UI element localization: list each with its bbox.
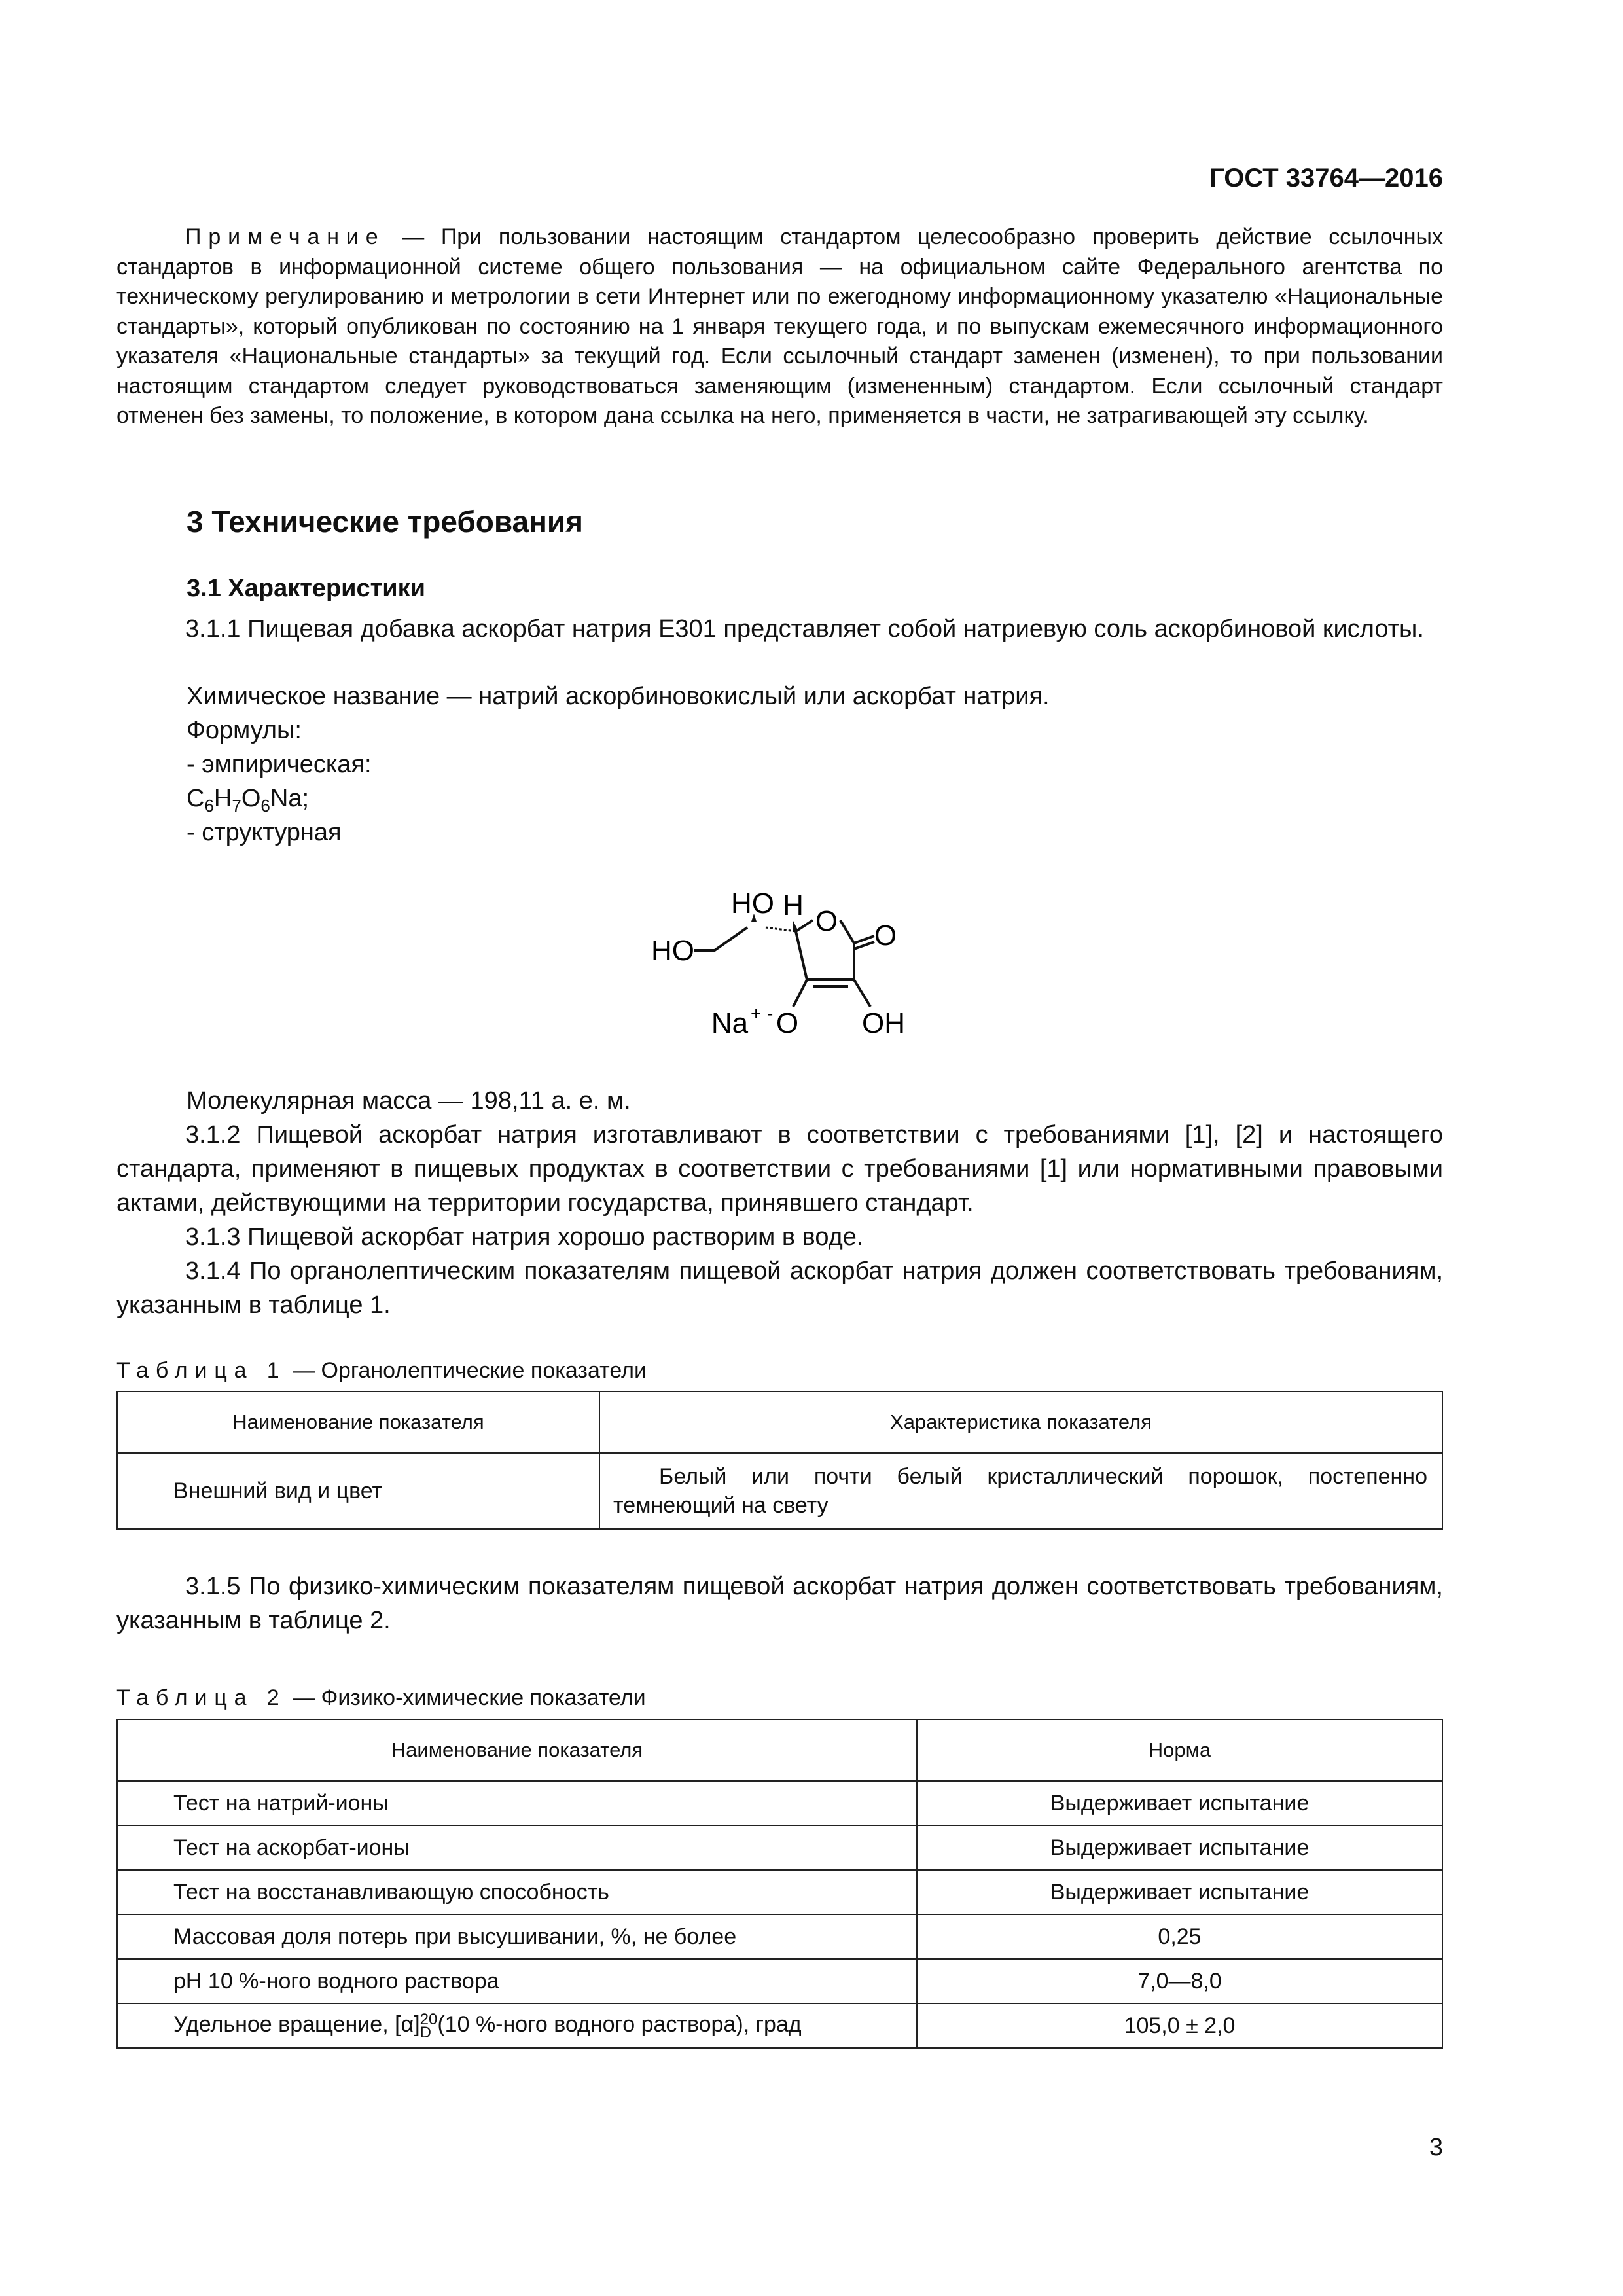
ho-left-label: HO <box>651 935 694 967</box>
chemical-name: Химическое название — натрий аскорбиновокислый или аскорбат натрия. <box>187 683 1050 710</box>
note-label: Примечание <box>185 224 385 249</box>
table2-caption: Таблица 2 — Физико-химические показатели <box>116 1685 646 1710</box>
plus-charge: + <box>751 1003 762 1024</box>
table2-cell-value: Выдерживает испытание <box>917 1825 1442 1870</box>
ho-top-label: HO <box>731 888 774 920</box>
table2-cell-name: Тест на восстанавливающую способность <box>117 1870 917 1914</box>
table2-cell-name: Тест на натрий-ионы <box>117 1781 917 1825</box>
table1-cell-value: Белый или почти белый кристаллический порошок, постепенно темнеющий на свету <box>599 1453 1442 1529</box>
table2-header-name: Наименование показателя <box>117 1719 917 1781</box>
table2-cell-value: 0,25 <box>917 1914 1442 1959</box>
hydroxyl-label: OH <box>862 1007 905 1039</box>
anion-oxygen-label: O <box>776 1007 799 1039</box>
table1-cell-name: Внешний вид и цвет <box>117 1453 599 1529</box>
paragraph-3-1-4: 3.1.4 По органолептическим показателям пищевой аскорбат натрия должен соответствовать требованиям, указанным в таблице 1. <box>116 1257 1443 1319</box>
table-physicochemical <box>116 1719 1443 2049</box>
note-text: — При пользовании настоящим стандартом целесообразно проверить действие ссылочных стандартов в информационной системе общего пользования — на официальном сайте Федерального агентства по техническому регулированию и метрологии в сети Интернет или по ежегодному информационному указателю «Национальные стандарты», который опубликован по состоянию на 1 января текущего года, и по выпускам ежемесячного информационного указателя «Национальные стандарты» за текущий год. Если ссылочный стандарт заменен (изменен), то при пользовании настоящим стандартом следует руководствоваться заменяющим (измененным) стандартом. Если ссылочный стандарт отменен без замены, то положение, в котором дана ссылка на него, применяется в части, не затрагивающей эту ссылку. <box>116 224 1443 428</box>
table-organoleptic <box>116 1391 1443 1530</box>
document-id: ГОСТ 33764—2016 <box>1209 164 1443 192</box>
subsection-title: 3.1 Характеристики <box>187 575 426 602</box>
paragraph-3-1-2: 3.1.2 Пищевой аскорбат натрия изготавливают в соответствии с требованиями [1], [2] и настоящего стандарта, применяют в пищевых продуктах в соответствии с требованиями [1] или нормативными правовыми актами, действующими на территории государства, принявшего стандарт. <box>116 1121 1443 1217</box>
paragraph-3-1-1: 3.1.1 Пищевая добавка аскорбат натрия Е301 представляет собой натриевую соль аскорбиновой кислоты. <box>185 615 1424 643</box>
table-row <box>117 1781 1442 1825</box>
structural-label: - структурная <box>187 819 342 846</box>
minus-charge: - <box>767 1003 774 1024</box>
table2-cell-name: Массовая доля потерь при высушивании, %, не более <box>117 1914 917 1959</box>
structural-formula <box>628 864 929 1054</box>
table2-cell-value: 105,0 ± 2,0 <box>917 2003 1442 2048</box>
table1-caption: Таблица 1 — Органолептические показатели <box>116 1358 647 1383</box>
table1-header-characteristic: Характеристика показателя <box>599 1391 1442 1453</box>
paragraph-3-1-3: 3.1.3 Пищевой аскорбат натрия хорошо растворим в воде. <box>185 1223 864 1251</box>
empirical-formula: $C_6H_7O_6Na$; <box>187 785 310 816</box>
table-row <box>117 2003 1442 2048</box>
table2-cell-value: 7,0—8,0 <box>917 1959 1442 2003</box>
table-row <box>117 1870 1442 1914</box>
table2-cell-value: Выдерживает испытание <box>917 1781 1442 1825</box>
table2-header-norm: Норма <box>917 1719 1442 1781</box>
table-row <box>117 1959 1442 2003</box>
table-row <box>117 1914 1442 1959</box>
carbonyl-oxygen-label: O <box>874 920 897 952</box>
note-paragraph <box>116 223 1443 431</box>
ring-oxygen-label: O <box>815 905 838 937</box>
table2-cell-name: рН 10 %-ного водного раствора <box>117 1959 917 2003</box>
table1-header-name: Наименование показателя <box>117 1391 599 1453</box>
paragraph-3-1-5: 3.1.5 По физико-химическим показателям пищевой аскорбат натрия должен соответствовать требованиям, указанным в таблице 2. <box>116 1573 1443 1634</box>
table2-cell-name: Тест на аскорбат-ионы <box>117 1825 917 1870</box>
section-title: 3 Технические требования <box>187 505 583 539</box>
formulas-label: Формулы: <box>187 717 302 744</box>
table2-cell-name: Удельное вращение, [α] 20 D (10 %-ного водного раствора), град <box>117 2003 917 2048</box>
table-row <box>117 1453 1442 1529</box>
table-row <box>117 1825 1442 1870</box>
sodium-label: Na <box>711 1007 749 1039</box>
table2-cell-value: Выдерживает испытание <box>917 1870 1442 1914</box>
molar-mass: Молекулярная масса — 198,11 а. е. м. <box>187 1087 631 1115</box>
page-number: 3 <box>1429 2134 1443 2161</box>
empirical-label: - эмпирическая: <box>187 751 372 778</box>
h-label: H <box>783 889 804 922</box>
